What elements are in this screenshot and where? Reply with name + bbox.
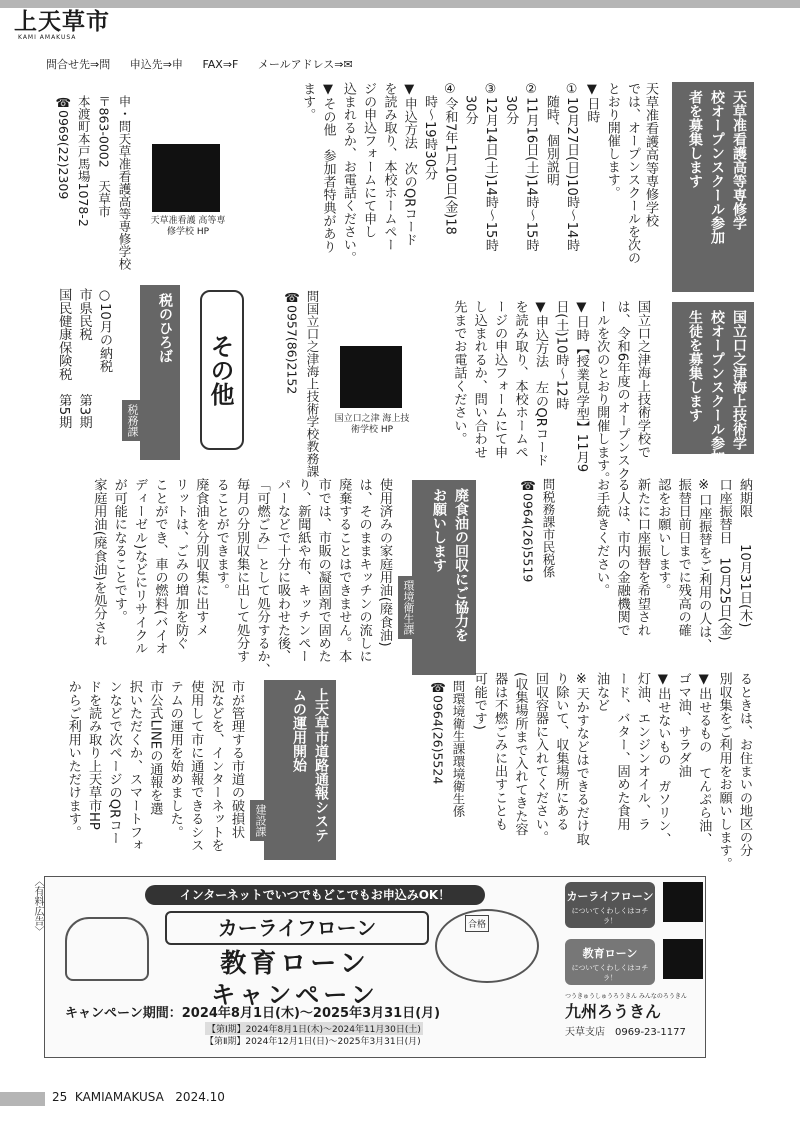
bank-logo: 九州ろうきん — [565, 1002, 662, 1021]
car-loan-button-sub: についてくわしくはコチラ！ — [571, 907, 649, 925]
marine-title: 国立口之津海上技術学 校オープンスクール参加 生徒を募集します — [672, 302, 754, 454]
legend — [46, 56, 369, 72]
oil-dept: 環境衛生課 — [398, 576, 418, 639]
bank-branch: 天草支店 0969-23-1177 — [565, 1027, 686, 1038]
road-title: 上天草市道路通報システ ムの運用開始 — [264, 680, 336, 860]
ad-loan-car: カーライフローン — [165, 911, 429, 945]
marine-qr-label: 国立口之津 海上技術学校 HP — [334, 414, 410, 435]
nurse-title: 天草准看護高等専修学 校オープンスクール参加 者を募集します — [672, 82, 754, 292]
legend-mail: メールアドレス⇒✉ — [257, 58, 353, 71]
tax-body: ○10月の納税 市県民税 第3期 国民健康保険税 第5期 — [56, 288, 112, 429]
ad-banner: インターネットでいつでもどこでもお申込みOK！ — [145, 885, 485, 905]
ad-period: キャンペーン期間：2024年8月1日(木)〜2025年3月31日(月) — [65, 1006, 441, 1021]
tax-body-continued: 納期限 10月31日(木) 口座振替日 10月25日(金) ※口座振替をご利用の人は、 振替日前日までに残高の確 認をお願いします。 新たに口座振替を希望され る人は、市内の金融機関で お手続きください。 — [594, 478, 752, 652]
marine-contact: 問国立口之津海上技術学校教務課 ☎0957(86)2152 — [284, 290, 320, 478]
ad-loan-edu: 教育ローン — [220, 949, 370, 979]
ad-caption: 〈有料広告〉 — [32, 876, 43, 936]
logo-text: 上天草市 — [14, 8, 110, 35]
nurse-qr-label: 天草准看護 高等専修学校 HP — [150, 216, 226, 237]
legend-inquiry: 問合せ先⇒問 — [46, 58, 111, 71]
legend-apply: 申込先⇒申 — [129, 58, 183, 71]
oil-contact: 問環境衛生課環境衛生係 ☎0964(26)5524 — [430, 680, 466, 818]
nurse-body: では、オープンスクールを次の とおり開催します。 ▼日時 ①10月27日(日)10時〜14時 随時、個別説明 ②11月16日(土)14時〜15時 30分 ③12月14日(土)14時〜15時 30分 ④令和7年1月10日(金)18 時〜19時30分 ▼申込方法 次のQRコード を読み取り、本校ホームペー ジの申込フォームにて申し 込まれるか、お電話ください。 ▼その他 参加者特典があり ます。 — [300, 82, 640, 264]
tax-title: 税のひろば — [140, 285, 180, 460]
road-body: 市が管理する市道の破損状 況などを、インターネットを 使用して市に通報できるシス テムの運用を始めました。 市公式LINEの通報を選 択いただくか、スマートフォ ンなどで次ページのQRコー ドを読み取り上天草市HP からご利用いただけます。 — [65, 680, 244, 852]
issue-date: 2024.10 — [175, 1090, 225, 1104]
footer — [52, 1090, 225, 1104]
tax-dept: 税務課 — [122, 400, 142, 441]
logo-sub: KAMI AMAKUSA — [18, 34, 77, 41]
marine-body: 国立口之津海上技術学校で は、令和6年度のオープンスク ールを次のとおり開催します。 ▼日時【授業見学型】11月9 日(土)10時〜12時 ▼申込方法 左のQRコード を読み取り、本校ホームペ ージの申込フォームにて申 し込まれるか、問い合わせ 先までお電話ください。 — [451, 300, 650, 485]
magazine-name: KAMIAMAKUSA — [74, 1090, 164, 1104]
car-frog-illustration — [65, 917, 149, 981]
footer-bar — [0, 1092, 45, 1106]
oil-body-continued: るときは、お住まいの地区の分 別収集をご利用をお願いします。 ▼出せるもの てんぷら油、 ゴマ油、サラダ油 ▼出せないもの ガソリン、 灯油、エンジンオイル、ラ ード、バター、固めた食用 油など ※天かすなどはできるだけ取 り除いて、収集場所にある 回収容器に入れてください。 (収集場所まで入れてきた容 器は不燃ごみに出すことも 可能です) — [471, 672, 752, 870]
nurse-qr-code[interactable] — [152, 144, 220, 212]
edu-loan-qr-code[interactable] — [663, 939, 703, 979]
edu-loan-button-sub: についてくわしくはコチラ！ — [571, 964, 649, 982]
car-loan-button[interactable] — [565, 882, 655, 928]
edu-loan-button-title: 教育ローン — [582, 947, 638, 960]
nurse-lead: 天草准看護高等専修学校 — [643, 82, 658, 228]
road-dept: 建設課 — [250, 800, 270, 841]
car-loan-qr-code[interactable] — [663, 882, 703, 922]
ad-term1: 【第Ⅰ期】2024年8月1日(木)〜2024年11月30日(土) — [205, 1022, 423, 1035]
top-bar — [0, 0, 800, 8]
tax-contact: 問税務課市民税係 ☎0964(26)5519 — [520, 478, 556, 583]
edu-loan-button[interactable] — [565, 939, 655, 985]
nurse-contact: 申・問天草准看護高等専修学校 〒863-0002 天草市 本渡町本戸馬場1078-2 ☎0969(22)2309 — [55, 95, 132, 270]
page-number: 25 — [52, 1090, 68, 1104]
ad-box — [44, 876, 706, 1058]
ad-campaign: キャンペーン — [211, 981, 379, 1009]
pass-stamp: 合格 — [465, 915, 489, 932]
oil-body: 使用済みの家庭用油(廃食油) は、そのままキッチンの流しに 廃棄することはできません。本 市では、市販の凝固剤で固めた り、新聞紙や布、キッチンペー パーなどで十分に吸わせた後、 「可燃ごみ」として処分するか、 毎月の分別収集に出して処分す ることができます。 廃食油を分別収集に出すメ リットは、ごみの増加を防ぐ ことができ、車の燃料(バイオ ディーゼル)などにリサイクル が可能になることです。 家庭用油(廃食油)を処分され — [91, 478, 392, 676]
legend-fax: FAX⇒F — [202, 58, 239, 71]
ad-term2: 【第Ⅱ期】2024年12月1日(日)〜2025年3月31日(月) — [205, 1037, 421, 1047]
city-logo — [14, 10, 124, 50]
oil-title: 廃食油の回収にご協力を お願いします — [412, 480, 476, 675]
bank-ruby: つうきゅうしゅうろうきん みんなのろうきん — [565, 993, 687, 1000]
marine-qr-code[interactable] — [340, 346, 402, 408]
car-loan-button-title: カーライフローン — [566, 890, 654, 903]
other-box: その他 — [200, 290, 244, 450]
